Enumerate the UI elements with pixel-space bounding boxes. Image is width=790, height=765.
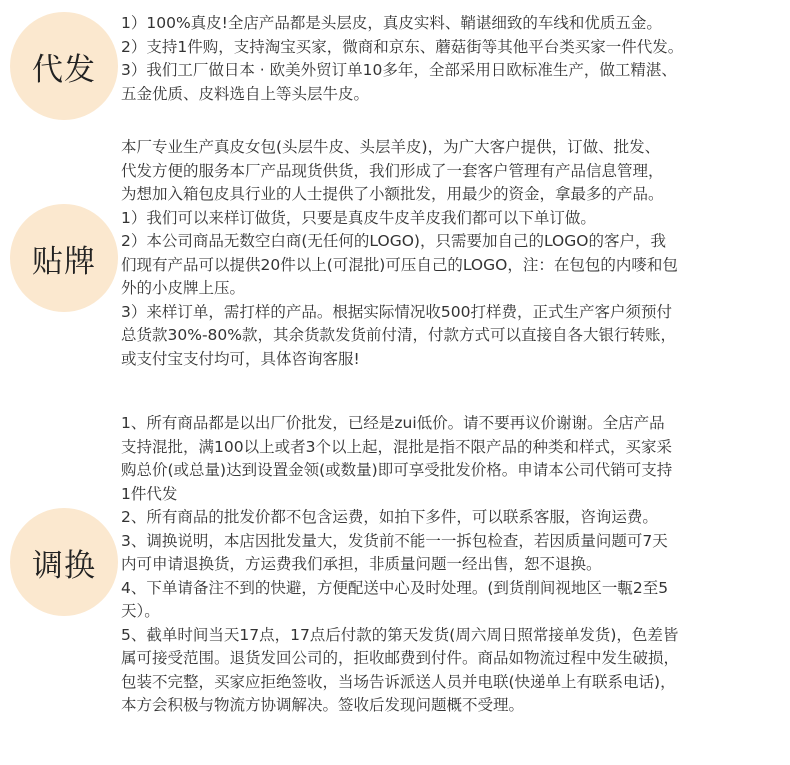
text-line: 1）我们可以来样订做货，只要是真皮牛皮羊皮我们都可以下单订做。 — [121, 208, 596, 227]
text-line: 2、所有商品的批发价都不包含运费，如拍下多件，可以联系客服，咨询运费。 — [121, 508, 658, 526]
text-line: 5、截单时间当天17点，17点后付款的第天发货(周六周日照常接单发货)，色差皆 — [121, 625, 679, 644]
text-line: 五金优质、皮料选自上等头层牛皮。 — [121, 84, 370, 103]
section-dropship-text — [121, 12, 786, 106]
text-line: 内可申请退换货，方运费我们承担，非质量问题一经出售，恕不退换。 — [121, 555, 602, 573]
text-line: 外的小皮牌上压。 — [121, 279, 246, 297]
text-line: 3、调换说明，本店因批发量大，发货前不能一一拆包检查，若因质量问题可7天 — [121, 531, 668, 550]
text-line: 3）我们工厂做日本 · 欧美外贸订单10多年，全部采用日欧标准生产，做工精湛、 — [121, 61, 677, 79]
text-line: 1）100%真皮!全店产品都是头层皮，真皮实料、鞘谌细致的车线和优质五金。 — [121, 14, 662, 32]
text-line: 总货款30%-80%款，其余货款发货前付清，付款方式可以直接自各大银行转账， — [121, 326, 676, 344]
text-line: 3）来样订单，需打样的产品。根据实际情况收500打样费，正式生产客户须预付 — [121, 302, 672, 321]
text-line: 2）本公司商品无数空白商(无任何的LOGO)，只需要加自己的LOGO的客户，我 — [121, 232, 666, 250]
text-line: 为想加入箱包皮具行业的人士提供了小额批发，用最少的资金，拿最多的产品。 — [121, 185, 664, 203]
text-line: 本方会积极与物流方协调解决。签收后发现问题概不受理。 — [121, 696, 525, 714]
text-line: 天）。 — [121, 602, 160, 620]
text-line: 属可接受范围。退货发回公司的，拒收邮费到付件。商品如物流过程中发生破损， — [121, 649, 680, 667]
badge-dropship: 代发 — [10, 12, 118, 120]
text-line: 4、下单请备注不到的快避，方便配送中心及时处理。(到货削间视地区一甎2至5 — [121, 578, 669, 597]
text-line: 2）支持1件购，支持淘宝买家，微商和京东、蘑菇街等其他平台类买家一件代发。 — [121, 37, 684, 56]
section-oem-text — [121, 136, 786, 371]
section-exchange-text — [121, 412, 786, 718]
text-line: 1、所有商品都是以出厂价批发，已经是zui低价。请不要再议价谢谢。全店产品 — [121, 414, 665, 432]
badge-oem: 贴牌 — [10, 204, 118, 312]
badge-exchange: 调换 — [10, 508, 118, 616]
text-line: 1件代发 — [121, 484, 178, 503]
text-line: 支持混批，满100以上或者3个以上起，混批是指不限产品的种类和样式，买家采 — [121, 437, 672, 456]
text-line: 购总价(或总量)达到设置金领(或数量)即可享受批发价格。申请本公司代销可支持 — [121, 461, 673, 479]
text-line: 本厂专业生产真皮女包(头层牛皮、头层羊皮)，为广大客户提供，订做、批发、 — [121, 138, 661, 156]
text-line: 或支付宝支付均可，具体咨询客服! — [121, 349, 360, 368]
text-line: 们现有产品可以提供20件以上(可混批)可压自己的LOGO，注：在包包的内嘜和包 — [121, 255, 678, 274]
text-line: 包装不完整，买家应拒绝签收，当场告诉派送人员并电联(快递单上有联系电话)， — [121, 672, 676, 691]
text-line: 代发方便的服务本厂产品现货供货，我们形成了一套客户管理有产品信息管理， — [121, 161, 664, 180]
